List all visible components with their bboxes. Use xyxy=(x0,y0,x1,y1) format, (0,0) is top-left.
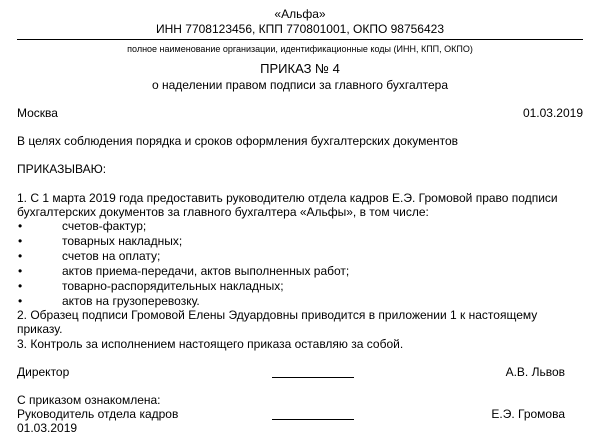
order-word: ПРИКАЗЫВАЮ: xyxy=(17,162,107,176)
employee-name: Е.Э. Громова xyxy=(491,407,565,421)
order-subject: о наделении правом подписи за главного бухгалтера xyxy=(152,78,448,92)
order-date: 01.03.2019 xyxy=(522,106,583,120)
bullet-icon: • xyxy=(18,279,23,293)
bullet-text: товарно-распорядительных накладных; xyxy=(62,279,284,293)
bullet-text: счетов-фактур; xyxy=(62,219,147,233)
order-item-3: 3. Контроль за исполнением настоящего приказа оставляю за собой. xyxy=(17,337,404,351)
director-title: Директор xyxy=(17,365,70,379)
org-codes: ИНН 7708123456, КПП 770801001, ОКПО 98756423 xyxy=(155,22,444,36)
order-city: Москва xyxy=(17,106,58,120)
director-name: А.В. Львов xyxy=(505,365,565,379)
director-signature-line xyxy=(272,377,354,378)
order-item-2-line-1: 2. Образец подписи Громовой Елены Эдуардовны приводится в приложении 1 к настоящему xyxy=(17,308,538,322)
header-divider xyxy=(17,39,583,40)
bullet-text: актов на грузоперевозку. xyxy=(62,294,200,308)
acquainted-label: С приказом ознакомлена: xyxy=(17,393,161,407)
org-name: «Альфа» xyxy=(274,7,326,21)
header-caption: полное наименование организации, идентификационные коды (ИНН, КПП, ОКПО) xyxy=(127,44,473,54)
bullet-icon: • xyxy=(18,294,23,308)
acquainted-date: 01.03.2019 xyxy=(17,421,78,435)
employee-title: Руководитель отдела кадров xyxy=(17,407,179,421)
order-item-2-line-2: приказу. xyxy=(17,322,63,336)
order-item-1-line-2: бухгалтерских документов за главного бухгалтера «Альфы», в том числе: xyxy=(17,205,429,219)
bullet-icon: • xyxy=(18,249,23,263)
order-item-1-line-1: 1. С 1 марта 2019 года предоставить руководителю отдела кадров Е.Э. Громовой право подписи xyxy=(17,191,558,205)
bullet-icon: • xyxy=(18,234,23,248)
bullet-icon: • xyxy=(18,264,23,278)
order-title: ПРИКАЗ № 4 xyxy=(260,61,340,76)
bullet-text: товарных накладных; xyxy=(62,234,183,248)
order-preamble: В целях соблюдения порядка и сроков оформления бухгалтерских документов xyxy=(17,134,459,148)
employee-signature-line xyxy=(272,419,354,420)
bullet-icon: • xyxy=(18,219,23,233)
bullet-text: актов приема-передачи, актов выполненных работ; xyxy=(62,264,350,278)
bullet-text: счетов на оплату; xyxy=(62,249,161,263)
